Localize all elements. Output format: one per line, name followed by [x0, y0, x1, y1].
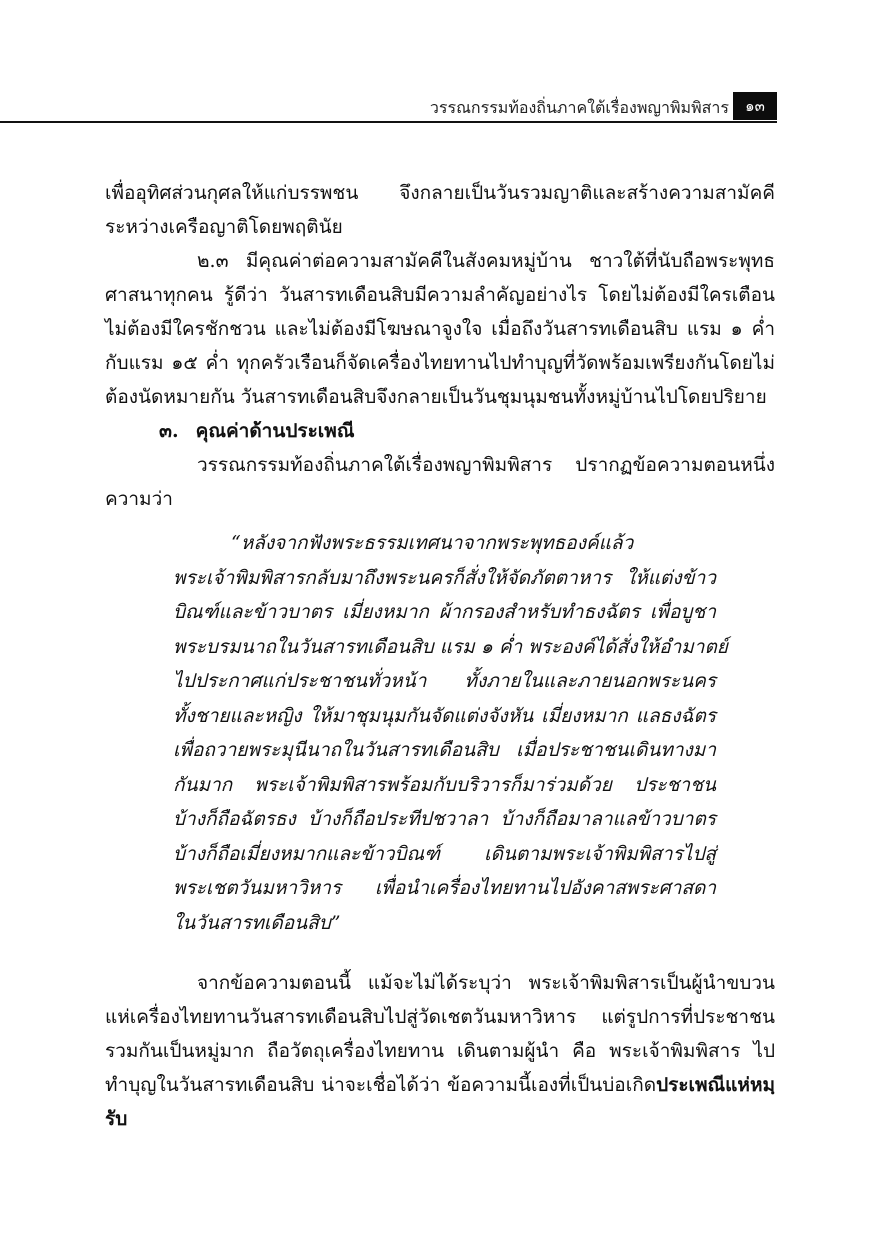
quote-line: พระเชตวันมหาวิหาร เพื่อนำเครื่องไทยทานไปอังคาสพระศาสดา [173, 877, 716, 899]
quote-line: กันมาก พระเจ้าพิมพิสารพร้อมกับบริวารก็มาร่วมด้วย ประชาชน [173, 773, 716, 796]
section-heading-text: คุณค่าด้านประเพณี [195, 420, 355, 442]
page-number: ๑๓ [733, 92, 777, 120]
quote-line: บ้างก็ถือเมี่ยงหมากและข้าวบิณฑ์ เดินตามพระเจ้าพิมพิสารไปสู่ [173, 842, 716, 865]
block-quote [173, 526, 728, 940]
paragraph-section-2-3: ๒.๓ มีคุณค่าต่อความสามัคคีในสังคมหมู่บ้าน ชาวใต้ที่นับถือพระพุทธศาสนาทุกคน รู้ดีว่า วันสารทเดือนสิบมีความลำคัญอย่างไร โดยไม่ต้องมีใครเตือน ไม่ต้องมีใครชักชวน และไม่ต้องมีโฆษณาจูงใจ เมื่อถึงวันสารทเดือนสิบ แรม ๑ ค่ำ กับแรม ๑๕ ค่ำ ทุกครัวเรือนก็จัดเครื่องไทยทานไปทำบุญที่วัดพร้อมเพรียงกันโดยไม่ต้องนัดหมายกัน วันสารทเดือนสิบจึงกลายเป็นวันชุมนุมชนทั้งหมู่บ้านไปโดยปริยาย [105, 250, 775, 408]
header-divider [0, 121, 777, 123]
page-header [0, 86, 877, 124]
quote-line: เพื่อถวายพระมุนีนาถในวันสารทเดือนสิบ เมื่อประชาชนเดินทางมา [173, 739, 716, 761]
section-number: ๓. [159, 420, 179, 442]
quote-line: พระบรมนาถในวันสารทเดือนสิบ แรม ๑ ค่ำ พระองค์ได้สั่งให้อำมาตย์ [173, 635, 728, 658]
quote-line: บ้างก็ถือฉัตรธง บ้างก็ถือประทีปชวาลา บ้างก็ถือมาลาแลข้าวบาตร [173, 808, 716, 830]
quote-line: “หลังจากฟังพระธรรมเทศนาจากพระพุทธองค์แล้ว [231, 532, 634, 554]
section-heading-3 [105, 414, 775, 448]
quote-line: บิณฑ์และข้าวบาตร เมี่ยงหมาก ผ้ากรองสำหรับทำธงฉัตร เพื่อบูชา [173, 601, 716, 623]
quote-line: พระเจ้าพิมพิสารกลับมาถึงพระนครก็สั่งให้จัดภัตตาหาร ให้แต่งข้าว [173, 566, 716, 589]
quote-line: ไปประกาศแก่ประชาชนทั่วหน้า ทั้งภายในและภายนอกพระนคร [173, 670, 716, 692]
paragraph-quote-intro: วรรณกรรมท้องถิ่นภาคใต้เรื่องพญาพิมพิสาร ปรากฏข้อความตอนหนึ่งความว่า [105, 454, 775, 510]
running-title: วรรณกรรมท้องถิ่นภาคใต้เรื่องพญาพิมพิสาร [429, 98, 729, 117]
paragraph-analysis-text: จากข้อความตอนนี้ แม้จะไม่ได้ระบุว่า พระเจ้าพิมพิสารเป็นผู้นำขบวนแห่เครื่องไทยทานวันสารทเดือนสิบไปสู่วัดเชตวันมหาวิหาร แต่รูปการที่ประชาชนรวมกันเป็นหมู่มาก ถือวัตถุเครื่องไทยทาน เดินตามผู้นำ คือ พระเจ้าพิมพิสาร ไปทำบุญในวันสารทเดือนสิบ น่าจะเชื่อได้ว่า ข้อความนี้เองที่เป็นบ่อเกิด [105, 972, 775, 1096]
bold-term: ประเพณีแห่หมฺรับ [105, 1074, 775, 1130]
page-body [105, 176, 775, 1136]
quote-line: ทั้งชายและหญิง ให้มาชุมนุมกันจัดแต่งจังหัน เมี่ยงหมาก แลธงฉัตร [173, 704, 716, 727]
paragraph-continued: เพื่ออุทิศส่วนกุศลให้แก่บรรพชน จึงกลายเป็นวันรวมญาติและสร้างความสามัคคีระหว่างเครือญาติโดยพฤตินัย [105, 182, 775, 238]
paragraph-analysis [105, 966, 775, 1136]
quote-line: ในวันสารทเดือนสิบ” [173, 911, 341, 934]
